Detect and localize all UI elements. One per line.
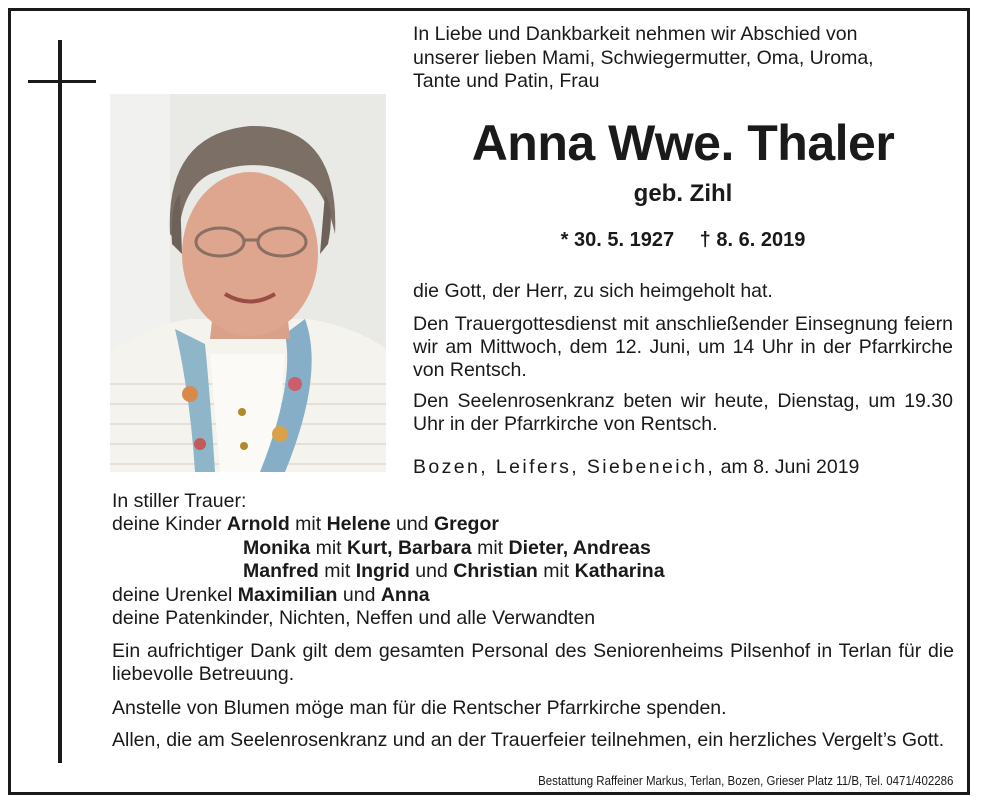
cross-icon-horizontal bbox=[28, 80, 96, 83]
intro-line: Tante und Patin, Frau bbox=[413, 70, 600, 92]
life-dates bbox=[413, 229, 953, 252]
mourners-intro: In stiller Trauer: bbox=[112, 490, 247, 512]
funeral-home-footer: Bestattung Raffeiner Markus, Terlan, Bozen, Grieser Platz 11/B, Tel. 0471/402286 bbox=[537, 774, 953, 788]
portrait-photo bbox=[110, 94, 386, 472]
intro-line: In Liebe und Dankbarkeit nehmen wir Abschied von bbox=[413, 23, 858, 45]
flowers-note: Anstelle von Blumen möge man für die Rentscher Pfarrkirche spenden. bbox=[112, 697, 727, 719]
great-grandchildren-line: deine Urenkel Maximilian und Anna bbox=[112, 583, 430, 606]
deceased-name: Anna Wwe. Thaler bbox=[471, 115, 895, 171]
children-line-3: Manfred mit Ingrid und Christian mit Katharina bbox=[243, 560, 665, 583]
children-line-1: deine Kinder Arnold mit Helene und Gregor bbox=[112, 513, 499, 536]
gratitude-text: Allen, die am Seelenrosenkranz und an der Trauerfeier teilnehmen, ein herzliches Vergelt’s Gott. bbox=[112, 729, 945, 751]
birth-date: * 30. 5. 1927 bbox=[560, 229, 675, 251]
relatives-line: deine Patenkinder, Nichten, Neffen und alle Verwandten bbox=[112, 606, 596, 629]
announcement-date: am 8. Juni 2019 bbox=[720, 456, 860, 478]
thanks-text: Ein aufrichtiger Dank gilt dem gesamten Personal des Seniorenheims Pilsenhof in Terlan für die liebevolle Betreuung. bbox=[112, 640, 954, 685]
text-called-home: die Gott, der Herr, zu sich heimgeholt hat. bbox=[413, 280, 773, 302]
cross-icon-vertical bbox=[58, 40, 62, 763]
intro-line: unserer lieben Mami, Schwiegermutter, Oma, Uroma, bbox=[413, 46, 874, 69]
text-funeral-service: Den Trauergottesdienst mit anschließender Einsegnung feiern wir am Mittwoch, dem 12. Juni, um 14 Uhr in der Pfarrkirche von Rentsch. bbox=[413, 313, 953, 381]
place-date bbox=[413, 456, 859, 479]
mourners-list bbox=[112, 490, 665, 630]
children-line-2: Monika mit Kurt, Barbara mit Dieter, Andreas bbox=[243, 536, 651, 559]
place-names: Bozen, Leifers, Siebeneich, bbox=[413, 456, 716, 478]
text-rosary: Den Seelenrosenkranz beten wir heute, Dienstag, um 19.30 Uhr in der Pfarrkirche von Rentsch. bbox=[413, 390, 953, 435]
death-date: † 8. 6. 2019 bbox=[699, 229, 806, 251]
portrait-illustration bbox=[110, 94, 386, 472]
birth-name: geb. Zihl bbox=[633, 180, 733, 207]
intro-text bbox=[413, 23, 874, 94]
